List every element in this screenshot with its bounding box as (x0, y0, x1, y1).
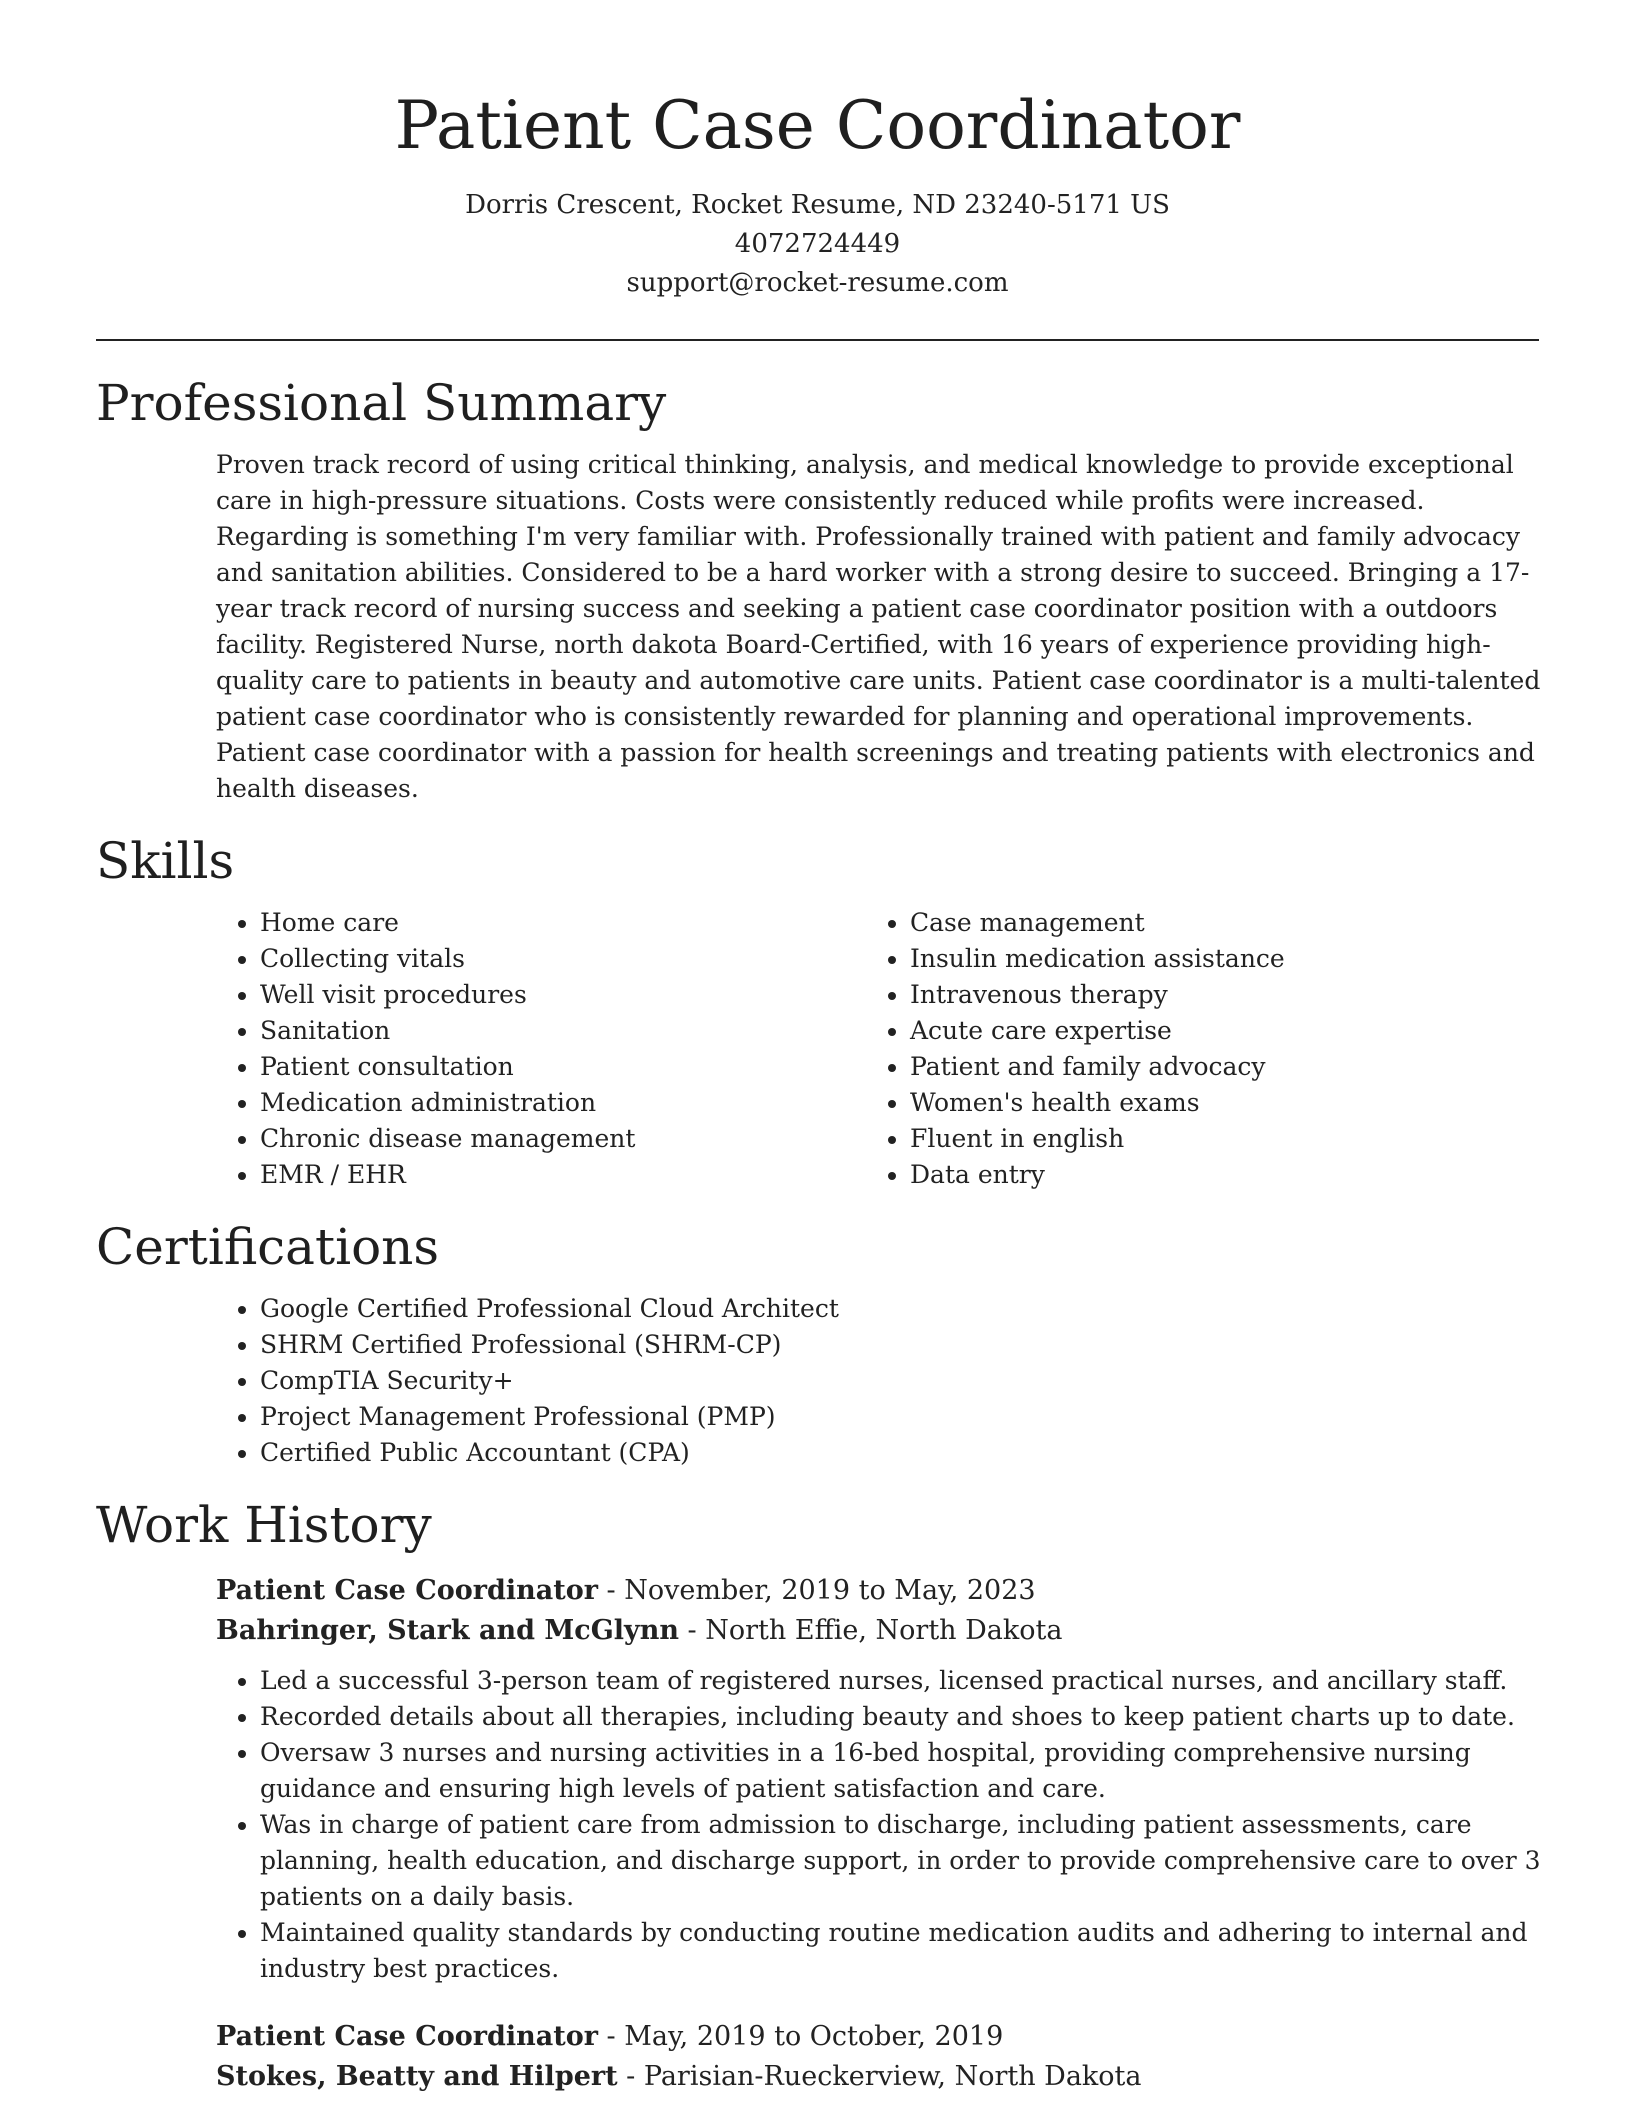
skill-item: • Chronic disease management (260, 1121, 866, 1157)
skill-item: • Acute care expertise (910, 1013, 1516, 1049)
certification-item: • Certified Public Accountant (CPA) (260, 1435, 1541, 1471)
skills-list-right (866, 905, 1516, 1193)
work-history-heading: Work History (96, 1496, 432, 1554)
skills-list-left (216, 905, 866, 1193)
header-divider (96, 339, 1539, 341)
skill-item: • Data entry (910, 1157, 1516, 1193)
job-company: Bahringer, Stark and McGlynn (216, 1615, 679, 1646)
job-entry (216, 1571, 1541, 1987)
skill-item: • Sanitation (260, 1013, 866, 1049)
job-title: Patient Case Coordinator (216, 1575, 598, 1606)
skills-heading: Skills (96, 832, 235, 890)
summary-text: Proven track record of using critical thinking, analysis, and medical knowledge to provide exceptional care in high-pressure situations. Costs were consistently reduced while profits were increased. Regarding is something I'm very familiar with. Professionally trained with patient and family advocacy and sanitation abilities. Considered to be a hard worker with a strong desire to succeed. Bringing a 17-year track record of nursing success and seeking a patient case coordinator position with a outdoors facility. Registered Nurse, north dakota Board-Certified, with 16 years of experience providing high-quality care to patients in beauty and automotive care units. Patient case coordinator is a multi-talented patient case coordinator who is consistently rewarded for planning and operational improvements. Patient case coordinator with a passion for health screenings and treating patients with electronics and health diseases. (216, 450, 1541, 803)
skills-column-right (866, 905, 1516, 1193)
skill-item: • Medication administration (260, 1085, 866, 1121)
job-entry (216, 2017, 1541, 2097)
certifications-heading: Certifications (96, 1218, 440, 1276)
skills-column-left (216, 905, 866, 1193)
job-company-line (216, 2057, 1541, 2097)
job-location: - Parisian-Rueckerview, North Dakota (617, 2061, 1142, 2092)
job-bullets (216, 1663, 1541, 1987)
skill-item: • Well visit procedures (260, 977, 866, 1013)
certification-item: • Google Certified Professional Cloud Architect (260, 1291, 1541, 1327)
skill-item: • Intravenous therapy (910, 977, 1516, 1013)
job-bullet: • Oversaw 3 nurses and nursing activities in a 16-bed hospital, providing comprehensive nursing guidance and ensuring high levels of patient satisfaction and care. (260, 1735, 1541, 1807)
job-bullet: • Led a successful 3-person team of registered nurses, licensed practical nurses, and ancillary staff. (260, 1663, 1541, 1699)
certification-item: • SHRM Certified Professional (SHRM-CP) (260, 1327, 1541, 1363)
certification-item: • Project Management Professional (PMP) (260, 1399, 1541, 1435)
resume-page (96, 0, 1539, 2097)
job-company: Stokes, Beatty and Hilpert (216, 2061, 618, 2092)
skill-item: • Women's health exams (910, 1085, 1516, 1121)
certification-item: • CompTIA Security+ (260, 1363, 1541, 1399)
email: support@rocket-resume.com (626, 268, 1009, 298)
skills-columns (216, 905, 1539, 1193)
skill-item: • Insulin medication assistance (910, 941, 1516, 977)
skill-item: • Patient consultation (260, 1049, 866, 1085)
skill-item: • Collecting vitals (260, 941, 866, 977)
job-company-line (216, 1611, 1541, 1651)
phone: 4072724449 (734, 229, 901, 259)
certifications-list (216, 1291, 1541, 1471)
job-dates: - November, 2019 to May, 2023 (597, 1575, 1036, 1606)
job-dates: - May, 2019 to October, 2019 (597, 2021, 1004, 2052)
skill-item: • Home care (260, 905, 866, 941)
certifications-list-wrap (216, 1291, 1541, 1471)
job-location: - North Effie, North Dakota (678, 1615, 1063, 1646)
job-title-line (216, 2017, 1541, 2057)
resume-title: Patient Case Coordinator (394, 87, 1241, 164)
job-bullet: • Recorded details about all therapies, including beauty and shoes to keep patient charts up to date. (260, 1699, 1541, 1735)
resume-header (96, 0, 1539, 303)
address: Dorris Crescent, Rocket Resume, ND 23240-5171 US (465, 190, 1170, 220)
job-title: Patient Case Coordinator (216, 2021, 598, 2052)
skill-item: • Fluent in english (910, 1121, 1516, 1157)
job-bullet: • Was in charge of patient care from admission to discharge, including patient assessments, care planning, health education, and discharge support, in order to provide comprehensive care to over 3 patients on a daily basis. (260, 1807, 1541, 1915)
job-bullets-wrap (216, 1663, 1541, 1987)
job-bullet: • Maintained quality standards by conducting routine medication audits and adhering to internal and industry best practices. (260, 1915, 1541, 1987)
skill-item: • EMR / EHR (260, 1157, 866, 1193)
skill-item: • Case management (910, 905, 1516, 941)
summary-heading: Professional Summary (96, 374, 667, 432)
job-title-line (216, 1571, 1541, 1611)
skill-item: • Patient and family advocacy (910, 1049, 1516, 1085)
